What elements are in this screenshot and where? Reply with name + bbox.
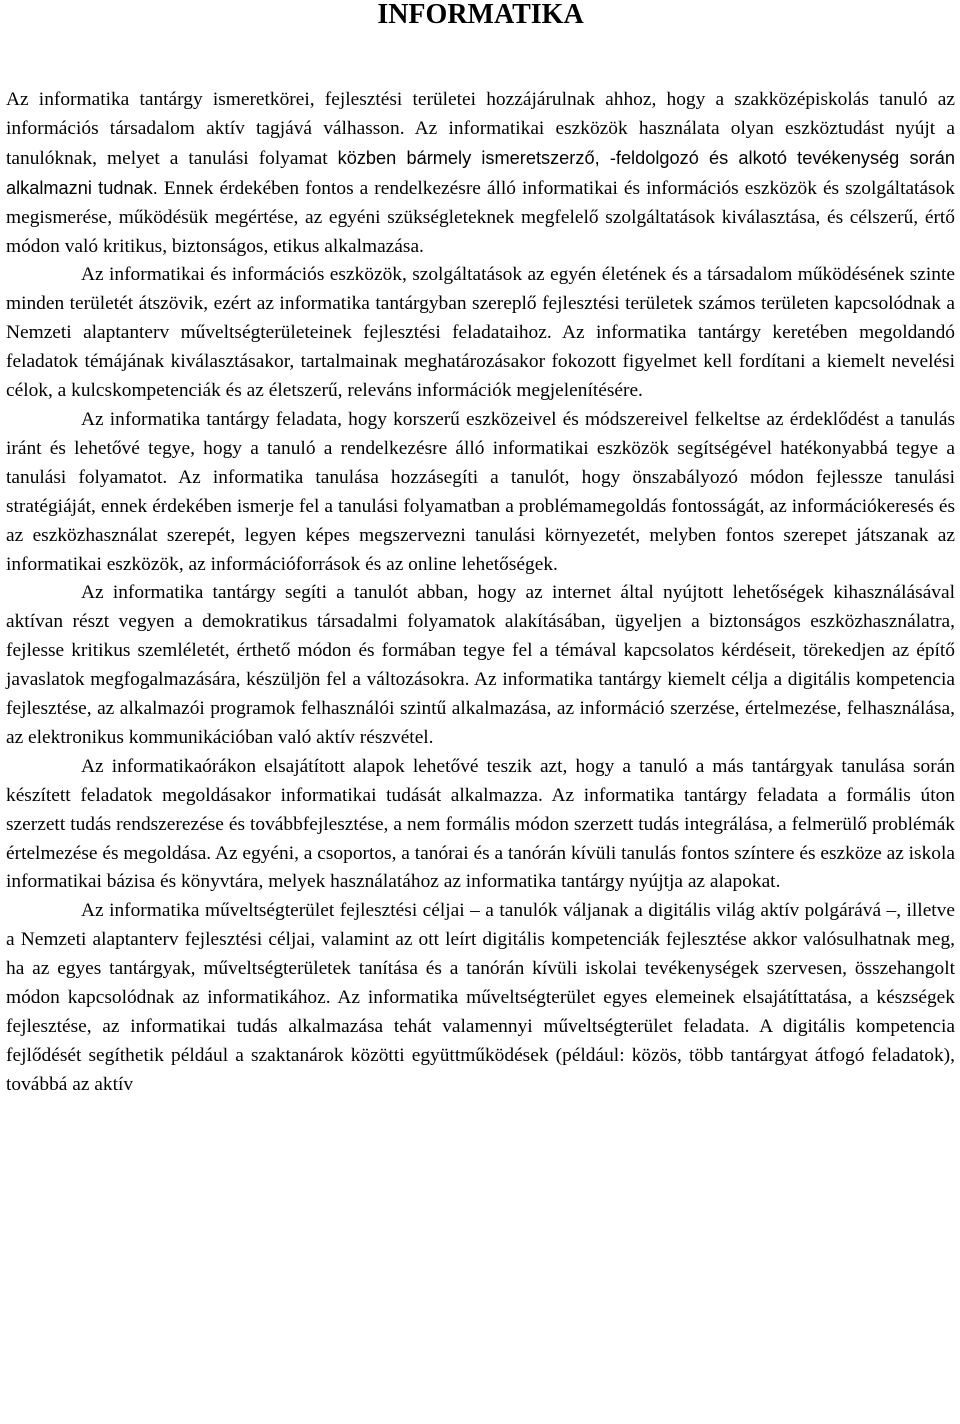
paragraph-2	[6, 261, 955, 406]
paragraph-4	[6, 579, 955, 752]
paragraph-text: közben bármely ismeretszerző, -feldolgozó és alkotó tevékenység során alkalmazni tudnak.	[6, 147, 955, 198]
paragraph-text: Az informatika tantárgy segíti a tanulót abban, hogy az internet által nyújtott lehetőségek kihasználásával aktívan részt vegyen a demokratikus társadalmi folyamatok alakításában, ügyeljen a biztonságos eszközhasználatra, fejlesse kritikus szemléletét, érthető módon és formában tegye fel a témával kapcsolatos kérdéseit, törekedjen az építő javaslatok megfogalmazására, készüljön fel a változásokra. Az informatika tantárgy kiemelt célja a digitális kompetencia fejlesztése, az alkalmazói programok felhasználói szintű alkalmazása, az információ szerzése, értelmezése, felhasználása, az elektronikus kommunikációban való aktív részvétel.	[6, 582, 955, 748]
paragraph-text: Az informatika műveltségterület fejlesztési céljai – a tanulók váljanak a digitális világ aktív polgárává –, illetve a Nemzeti alaptanterv fejlesztési céljai, valamint az ott leírt digitális kompetenciák fejlesztése akkor valósulhatnak meg, ha az egyes tantárgyak, műveltségterületek tanítása és a tanórán kívüli iskolai tevékenységek szervesen, összehangolt módon kapcsolódnak az informatikához. Az informatika műveltségterület egyes elemeinek elsajátíttatása, a készségek fejlesztése, az informatikai tudás alkalmazása tehát valamennyi műveltségterület feladata. A digitális kompetencia fejlődését segíthetik például a szaktanárok közötti együttműködések (például: közös, több tantárgyat átfogó feladatok), továbbá az aktív	[6, 900, 955, 1095]
paragraph-text: Az informatikaórákon elsajátított alapok lehetővé teszik azt, hogy a tanuló a más tantárgyak tanulása során készített feladatok megoldásakor informatikai tudását alkalmazza. Az informatika tantárgy feladata a formális úton szerzett tudás rendszerezése és továbbfejlesztése, a nem formális módon szerzett tudás integrálása, a felmerülő problémák értelmezése és megoldása. Az egyéni, a csoportos, a tanórai és a tanórán kívüli tanulás fontos színtere és eszköze az iskola informatikai bázisa és könyvtára, melyek használatához az informatika tantárgy nyújtja az alapokat.	[6, 755, 955, 893]
paragraph-text: Ennek érdekében fontos a rendelkezésre álló informatikai és információs eszközök és szolgáltatások megismerése, működésük megértése, az egyéni szükségleteknek megfelelő szolgáltatások kiválasztása, és célszerű, értő módon való kritikus, biztonságos, etikus alkalmazása.	[6, 177, 955, 257]
page-title: INFORMATIKA	[377, 0, 584, 30]
paragraph-6	[6, 897, 955, 1099]
paragraph-5	[6, 753, 955, 898]
paragraph-text: Az informatika tantárgy feladata, hogy korszerű eszközeivel és módszereivel felkeltse az érdeklődést a tanulás iránt és lehetővé tegye, hogy a tanuló a rendelkezésre álló informatikai eszközök segítségével hatékonyabbá tegye a tanulási folyamatot. Az informatika tanulása hozzásegíti a tanulót, hogy önszabályozó módon fejlessze tanulási stratégiáját, ennek érdekében ismerje fel a tanulási folyamatban a problémamegoldás fontosságát, az információkeresés és az eszközhasználat szerepét, legyen képes megszervezni tanulási környezetét, melyben fontos szerepet játszanak az informatikai eszközök, az információforrások és az online lehetőségek.	[6, 408, 955, 575]
paragraph-1	[6, 86, 955, 261]
paragraph-text: Az informatikai és információs eszközök, szolgáltatások az egyén életének és a társadalom működésének szinte minden területét átszövik, ezért az informatika tantárgyban szereplő fejlesztési területek számos területen kapcsolódnak a Nemzeti alaptanterv műveltségterületeinek fejlesztési feladataihoz. Az informatika tantárgy keretében megoldandó feladatok témájának kiválasztásakor, tartalmainak meghatározásakor fokozott figyelmet kell fordítani a kiemelt nevelési célok, a kulcskompetenciák és az életszerű, releváns információk megjelenítésére.	[6, 264, 955, 402]
document-page	[6, 0, 955, 1100]
document-body	[6, 86, 955, 1100]
paragraph-text: Az informatika tantárgy ismeretkörei, fejlesztési területei hozzájárulnak ahhoz, hogy a szakközépiskolás tanuló az információs társadalom aktív tagjává válhasson. Az informatikai eszközök használata olyan eszköztudást nyújt a tanulóknak, melyet a tanulási folyamat	[6, 89, 955, 169]
paragraph-3	[6, 406, 955, 579]
